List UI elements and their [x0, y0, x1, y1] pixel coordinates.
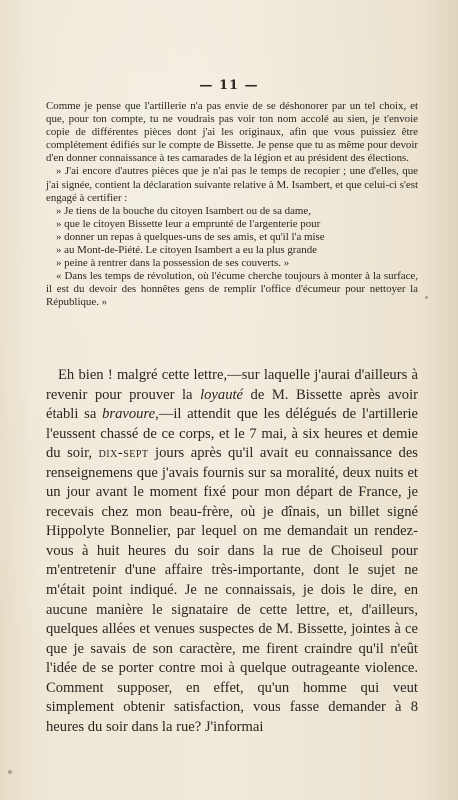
letter-quote-line: » Je tiens de la bouche du citoyen Isambert ou de sa dame, — [56, 204, 311, 217]
body-paragraph — [46, 366, 418, 737]
small-caps-dix-sept: dix-sept — [98, 445, 149, 462]
paper-speck — [425, 296, 428, 299]
body-text: ,—il attendit que les délégués de l'artillerie l'eussent chassé de ce corps, et le 7 mai, à six heures et demie du soir, — [46, 406, 419, 462]
letter-paragraph: Comme je pense que l'artillerie n'a pas envie de se déshonorer par un tel choix, et que, pour ton compte, tu ne voudrais pas voir ton nom accolé au sien, je t'envoie copie de différentes pièces dont j'ai les originaux, afin que vous puissiez être complétement édifiés sur le compte de Bissette. Je pense que tu as même pour devoir d'en donner connaissance à tes camarades de la légion et au président des élections. — [46, 100, 418, 165]
letter-quote-line: » que le citoyen Bissette leur a emprunté de l'argenterie pour — [56, 217, 321, 230]
letter-paragraph: « Dans les temps de révolution, où l'écume cherche toujours à monter à la surface, il est du devoir des honnêtes gens de remplir l'office d'écumeur pour nettoyer la République. » — [46, 270, 418, 309]
body-text: de M. Bissette après avoir établi sa — [46, 386, 418, 423]
body-text: Eh bien ! malgré cette lettre,—sur laquelle j'aurai d'ailleurs à revenir pour prouver la — [46, 367, 418, 403]
paper-speck — [8, 770, 12, 774]
quoted-letter — [46, 100, 418, 310]
letter-quote-line: » au Mont-de-Piété. Le citoyen Isambert a eu la plus grande — [56, 244, 317, 257]
letter-paragraph: » J'ai encore d'autres pièces que je n'ai pas le temps de recopier ; une d'elles, que j'ai signée, contient la déclaration suivante relative à M. Isambert, et que celui-ci s'est engagé à certifier : — [46, 165, 418, 204]
emphasis-loyaute: loyauté — [200, 386, 244, 403]
letter-quote-line: » peine à rentrer dans la possession de ses couverts. » — [56, 257, 290, 270]
emphasis-bravoure: bravoure — [102, 406, 156, 423]
page-number: — 11 — — [199, 78, 259, 93]
body-text: jours après qu'il avait eu connaissance des renseignemens que j'avais fournis sur sa moralité, deux nuits et un jour avant le moment fixé pour mon départ de France, je recevais chez mon beau-frère, où je dînais, un billet signé Hippolyte Bonnelier, par lequel on me demandait un rendez-vous à huit heures du soir dans la rue de Choiseul pour m'entretenir d'une affaire très-importante, dont le sujet ne m'était point indiqué. Je ne connaissais, je dois le dire, en aucune manière le signataire de cette lettre, et, d'ailleurs, quelques allées et venues suspectes de M. Bissette, jointes à ce que je savais de son caractère, me firent craindre qu'il n'eût l'idée de se porter contre moi à quelque outrageante violence. Comment supposer, en effet, qu'un homme qui veut simplement obtenir satisfaction, vous fasse demander à 8 heures du soir dans la rue? J'informai — [46, 445, 418, 735]
main-text — [46, 366, 418, 737]
letter-quote-line: » donner un repas à quelques-uns de ses amis, et qu'il l'a mise — [56, 230, 325, 243]
